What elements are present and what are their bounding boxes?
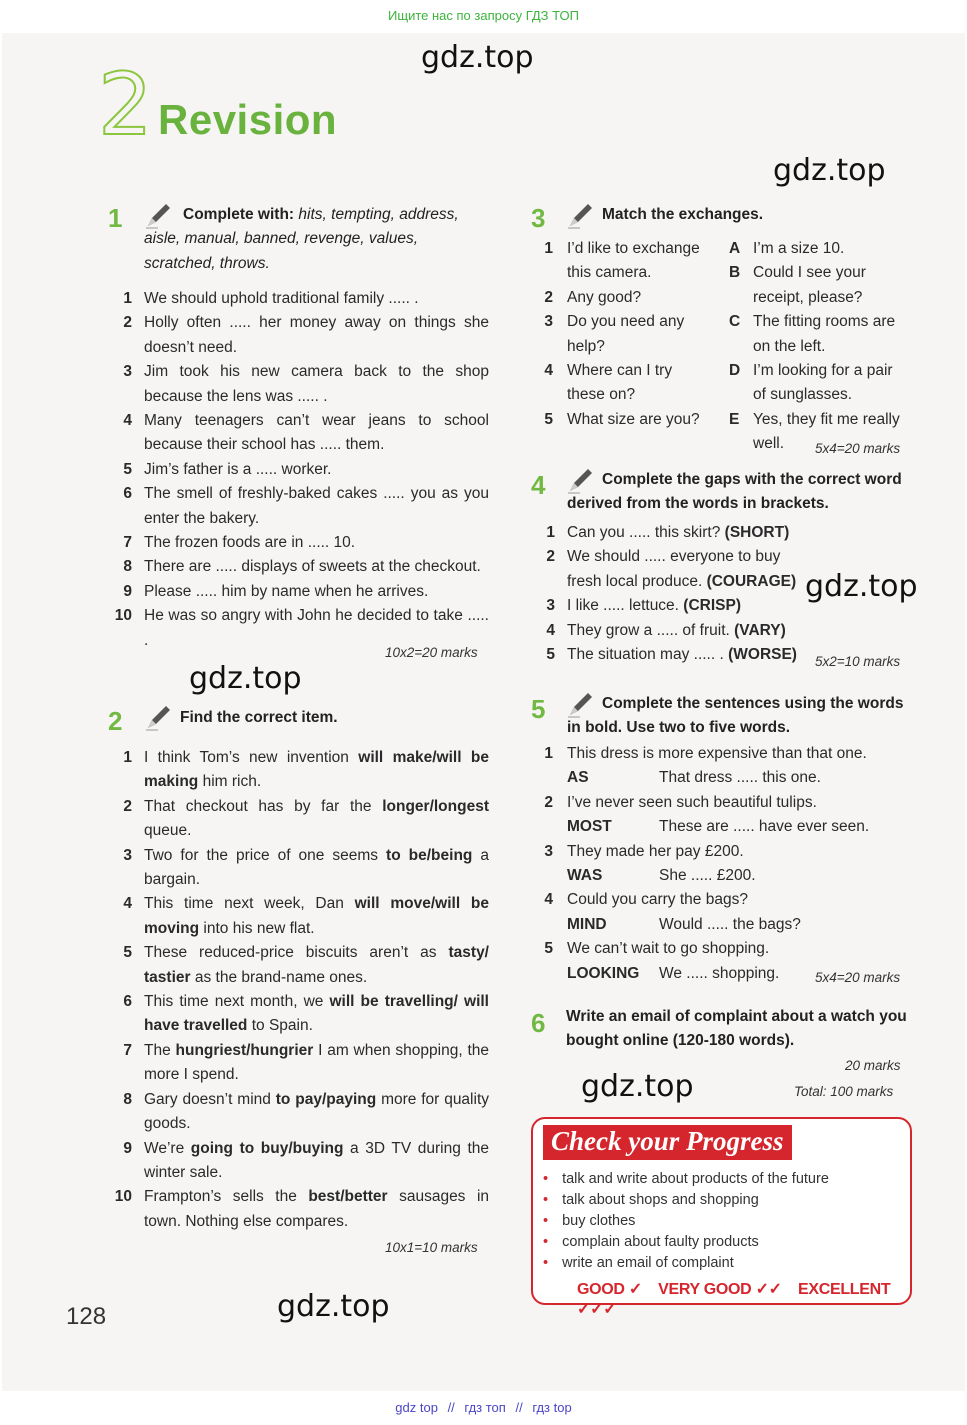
watermark: gdz.top [805, 569, 918, 604]
item-choice: will be travelling/ will have travelled [144, 993, 489, 1035]
response-letter [729, 383, 753, 407]
watermark: gdz.top [581, 1069, 694, 1104]
marks-label: 5x4=20 marks [815, 970, 901, 985]
item-text-after: sausages in town. Nothing else compares. [144, 1188, 490, 1230]
key-word: LOOKING [567, 964, 640, 982]
watermark: gdz.top [773, 153, 886, 188]
item-sentence: Can you ..... this skirt? [567, 524, 725, 541]
progress-item: • buy clothes [543, 1211, 829, 1232]
response-text: of sunglasses. [753, 386, 853, 404]
item-text-after: a 3D TV during the winter sale. [144, 1139, 489, 1181]
watermark: gdz.top [277, 1289, 390, 1324]
item-text [144, 746, 489, 795]
response-letter: E [729, 410, 740, 428]
source-sentence: Could you carry the bags? [567, 891, 748, 909]
response-text: The fitting rooms are [753, 313, 896, 331]
item-text [567, 545, 809, 594]
source-sentence: I’ve never seen such beautiful tulips. [567, 793, 817, 811]
grade-scale [577, 1279, 910, 1319]
item-number: 7 [123, 534, 132, 552]
unit-number: 2 [98, 55, 153, 155]
prompt-text: help? [567, 337, 605, 355]
item-number: 5 [123, 944, 132, 962]
item-text: The smell of freshly-baked cakes ..... you as you enter the bakery. [144, 485, 489, 527]
prompt-text: these on? [567, 386, 636, 404]
response-text: Could I see your [753, 264, 866, 282]
prompt-text: Do you need any [567, 313, 685, 331]
source-sentence-row [531, 840, 913, 864]
watermark: gdz.top [421, 40, 534, 75]
exercise-instruction: Write an email of complaint about a watch you bought online (120-180 words). [566, 1008, 907, 1050]
source-sentence-row [531, 742, 913, 766]
item-number: 9 [123, 582, 132, 600]
response-text: well. [753, 435, 785, 453]
exercise-number: 4 [531, 470, 546, 500]
source-sentence-row [531, 791, 913, 815]
list-item [114, 409, 489, 458]
prompt-text: Where can I try [567, 362, 673, 380]
item-number: 3 [544, 313, 553, 331]
response-text: I’m a size 10. [753, 240, 845, 257]
gapped-sentence: She ..... £200. [659, 867, 756, 885]
marks-label: 10x2=20 marks [385, 645, 478, 660]
matching-table [531, 237, 913, 457]
bracket-word: (SHORT) [724, 524, 790, 541]
response-letter [729, 432, 753, 456]
footer-links [0, 1395, 967, 1425]
matching-row [531, 408, 913, 432]
item-text-before: Two for the price of one seems [144, 846, 387, 864]
item-text-before: That checkout has by far the [144, 797, 383, 815]
item-text [144, 844, 489, 893]
footer-link[interactable]: гдз топ [464, 1400, 506, 1415]
exercise-number: 5 [531, 694, 546, 724]
list-item [537, 594, 809, 618]
item-number: 1 [123, 749, 132, 766]
item-number: 6 [123, 485, 132, 503]
list-item [114, 1137, 489, 1186]
matching-row [531, 286, 913, 310]
marks-label: 10x1=10 marks [385, 1240, 478, 1255]
word-bank: hits, tempting, address, aisle, manual, banned, revenge, values, scratched, throws. [144, 206, 459, 272]
progress-item: • talk about shops and shopping [543, 1190, 829, 1211]
matching-row [531, 310, 913, 334]
item-choice: to be/being [386, 846, 473, 864]
progress-list [543, 1169, 829, 1274]
item-number: 1 [546, 524, 555, 541]
exercise-instruction: Complete the gaps with the correct word derived from the words in brackets. [567, 471, 902, 513]
progress-item: • talk and write about products of the future [543, 1169, 829, 1190]
footer-link[interactable]: gdz top [395, 1400, 438, 1415]
marks-label: 20 marks [845, 1058, 901, 1073]
exercise-number: 2 [108, 706, 123, 736]
gapped-sentence-row [531, 815, 913, 839]
exercise-items [114, 287, 489, 653]
list-item [114, 1185, 489, 1234]
item-number: 4 [123, 412, 132, 430]
instruction-text: Complete with: [183, 206, 295, 223]
list-item [114, 746, 489, 795]
item-number: 10 [114, 1188, 132, 1206]
total-marks: Total: 100 marks [794, 1084, 894, 1099]
exercise-instruction: Complete the sentences using the words in bold. Use two to five words. [567, 695, 904, 737]
item-text [567, 619, 809, 643]
list-item [537, 545, 809, 594]
matching-row [531, 237, 913, 261]
gapped-sentence-row [531, 766, 913, 790]
list-item [114, 844, 489, 893]
item-text: He was so angry with John he decided to take ..... . [144, 607, 489, 649]
item-text: Please ..... him by name when he arrives. [144, 582, 429, 600]
transformation-items [531, 742, 913, 986]
item-choice: best/better [308, 1188, 388, 1206]
item-choice: going to buy/buying [190, 1139, 344, 1157]
response-text: Yes, they fit me really [753, 410, 900, 428]
item-number: 1 [544, 745, 553, 762]
item-number: 4 [544, 362, 553, 380]
response-text: I’m looking for a pair [753, 362, 893, 380]
key-word: AS [567, 769, 589, 787]
item-text: We should uphold traditional family ..... . [144, 290, 419, 307]
check-progress-box [531, 1117, 912, 1318]
item-number: 4 [123, 895, 132, 913]
source-sentence: This dress is more expensive than that one. [567, 745, 867, 762]
item-number: 6 [123, 993, 132, 1011]
list-item [114, 458, 489, 482]
footer-separator: // [515, 1400, 523, 1415]
item-number: 8 [123, 1090, 132, 1108]
gapped-sentence: Would ..... the bags? [659, 915, 801, 933]
list-item [114, 941, 489, 990]
item-number: 5 [123, 460, 132, 478]
response-letter: D [729, 362, 741, 380]
item-text-after: him rich. [198, 773, 262, 791]
item-text: The frozen foods are in ..... 10. [144, 534, 356, 552]
matching-row [531, 359, 913, 383]
item-number: 5 [544, 410, 553, 428]
prompt-text: I’d like to exchange [567, 240, 700, 257]
item-number: 2 [123, 314, 132, 332]
item-number: 1 [123, 290, 132, 307]
item-text-after: a bargain. [144, 846, 489, 889]
gapped-sentence: That dress ..... this one. [659, 769, 821, 787]
list-item [114, 531, 489, 555]
item-number: 1 [544, 240, 553, 257]
exercise-items [114, 746, 489, 1234]
item-number: 5 [544, 940, 553, 958]
item-text [567, 521, 809, 545]
page-number: 128 [66, 1303, 107, 1330]
grade-very-good: VERY GOOD ✓✓ [658, 1281, 782, 1298]
item-text [144, 1137, 489, 1186]
response-letter: A [729, 240, 741, 257]
item-text-before: These reduced-price biscuits aren’t as [144, 944, 449, 962]
item-choice: will make/will be making [144, 749, 489, 791]
item-number: 2 [544, 288, 553, 306]
item-text-before: I think Tom’s new invention [144, 749, 359, 766]
item-choice: tasty/ tastier [144, 944, 489, 986]
exercise-number: 3 [531, 203, 546, 233]
key-word: MOST [567, 818, 612, 836]
footer-link[interactable]: гдз top [532, 1400, 572, 1415]
unit-title: Revision [158, 96, 338, 143]
item-choice: to pay/paying [275, 1090, 377, 1108]
list-item [114, 311, 489, 360]
item-number: 5 [546, 646, 555, 664]
response-letter [729, 286, 753, 310]
item-text [144, 892, 489, 941]
item-text-before: Frampton’s sells the [144, 1188, 309, 1206]
item-choice: will move/will be moving [144, 895, 489, 937]
item-number: 4 [544, 891, 553, 909]
footer-separator: // [447, 1400, 455, 1415]
item-text: There are ..... displays of sweets at the checkout. [144, 558, 481, 576]
item-number: 8 [123, 558, 132, 576]
pencil-icon [144, 702, 174, 732]
item-number: 3 [123, 363, 132, 381]
item-number [531, 383, 567, 407]
item-number: 3 [546, 597, 555, 615]
list-item [114, 287, 489, 311]
gapped-sentence: These are ..... have ever seen. [659, 818, 870, 836]
progress-title: Check your Progress [543, 1125, 792, 1160]
bracket-word: (CRISP) [683, 597, 741, 615]
item-number [531, 335, 567, 359]
item-number: 2 [123, 797, 132, 815]
source-sentence: We can’t wait to go shopping. [567, 940, 770, 958]
list-item [114, 1039, 489, 1088]
list-item [114, 555, 489, 579]
item-text [144, 1088, 489, 1137]
item-text: Jim’s father is a ..... worker. [144, 460, 332, 478]
item-number: 3 [123, 846, 132, 864]
item-number [531, 432, 567, 456]
exercise-number: 1 [108, 203, 123, 233]
item-number: 2 [546, 548, 555, 566]
item-sentence: We should ..... everyone to buy fresh local produce. [567, 548, 781, 590]
prompt-text: this camera. [567, 264, 652, 282]
item-number: 2 [544, 793, 553, 811]
item-text: Holly often ..... her money away on things she doesn’t need. [144, 314, 489, 356]
exercise-instruction [144, 203, 489, 276]
response-text: receipt, please? [753, 288, 863, 306]
item-text [144, 1185, 489, 1234]
item-text-after: into his new flat. [199, 919, 315, 937]
key-word: WAS [567, 867, 603, 885]
item-text-after: I am when shopping, the more I spend. [144, 1041, 489, 1084]
item-text-after: queue. [144, 822, 192, 840]
source-sentence-row [531, 937, 913, 961]
progress-item: • write an email of complaint [543, 1253, 829, 1274]
item-number: 7 [123, 1041, 132, 1059]
item-text-before: Gary doesn’t mind [144, 1090, 276, 1108]
item-text: Jim took his new camera back to the shop because the lens was ..... . [144, 363, 489, 405]
grade-good: GOOD ✓ [577, 1281, 642, 1298]
item-number: 10 [114, 607, 132, 625]
response-letter: B [729, 264, 741, 282]
top-banner: Ищите нас по запросу ГДЗ ТОП [388, 8, 579, 23]
item-choice: longer/longest [382, 797, 489, 815]
list-item [537, 619, 809, 643]
item-text [144, 941, 489, 990]
exercise-items [537, 521, 809, 667]
item-number: 3 [544, 842, 553, 860]
item-number: 4 [546, 621, 555, 639]
watermark: gdz.top [189, 661, 302, 696]
bracket-word: (WORSE) [728, 646, 797, 664]
list-item [537, 643, 809, 667]
matching-row [531, 383, 913, 407]
item-text [567, 643, 809, 667]
list-item [114, 892, 489, 941]
response-letter: C [729, 313, 741, 331]
item-text-before: We’re [144, 1139, 191, 1157]
marks-label: 5x4=20 marks [815, 441, 901, 456]
item-text-before: The [144, 1041, 176, 1059]
marks-label: 5x2=10 marks [815, 654, 901, 669]
matching-row [531, 261, 913, 285]
item-text [567, 594, 809, 618]
list-item [537, 521, 809, 545]
item-text [144, 1039, 489, 1088]
item-sentence: The situation may ..... . [567, 646, 729, 664]
item-sentence: They grow a ..... of fruit. [567, 621, 735, 639]
gapped-sentence: We ..... shopping. [659, 964, 780, 982]
grade-excellent: EXCELLENT ✓✓✓ [577, 1281, 891, 1318]
list-item [114, 795, 489, 844]
item-number [531, 261, 567, 285]
list-item [114, 1088, 489, 1137]
list-item [114, 990, 489, 1039]
bracket-word: (COURAGE) [706, 572, 797, 590]
prompt-text: Any good? [567, 288, 642, 306]
exercise-number: 6 [531, 1008, 546, 1038]
key-word: MIND [567, 915, 607, 933]
item-sentence: I like ..... lettuce. [567, 597, 684, 615]
response-text: on the left. [753, 337, 826, 355]
list-item [114, 482, 489, 531]
bracket-word: (VARY) [734, 621, 786, 639]
source-sentence: They made her pay £200. [567, 842, 744, 860]
item-text-after: as the brand-name ones. [190, 968, 368, 986]
response-letter [729, 335, 753, 359]
item-text [144, 795, 489, 844]
pencil-icon [566, 200, 596, 230]
item-text [144, 990, 489, 1039]
item-text: Many teenagers can’t wear jeans to school because their school has ..... them. [144, 412, 489, 454]
progress-item: • complain about faulty products [543, 1232, 829, 1253]
exercise-instruction: Find the correct item. [180, 709, 338, 726]
item-number: 9 [123, 1139, 132, 1157]
item-text-after: more for quality goods. [144, 1090, 489, 1133]
gapped-sentence-row [531, 913, 913, 937]
matching-row [531, 335, 913, 359]
prompt-text: What size are you? [567, 410, 700, 428]
prompt-text [567, 432, 729, 456]
item-text-after: to Spain. [247, 1017, 313, 1035]
item-text-before: This time next month, we [144, 993, 330, 1011]
item-text-before: This time next week, Dan [144, 895, 355, 913]
item-choice: hungriest/hungrier [175, 1041, 314, 1059]
list-item [114, 360, 489, 409]
source-sentence-row [531, 888, 913, 912]
exercise-instruction: Match the exchanges. [602, 206, 764, 223]
gapped-sentence-row [531, 864, 913, 888]
list-item [114, 580, 489, 604]
